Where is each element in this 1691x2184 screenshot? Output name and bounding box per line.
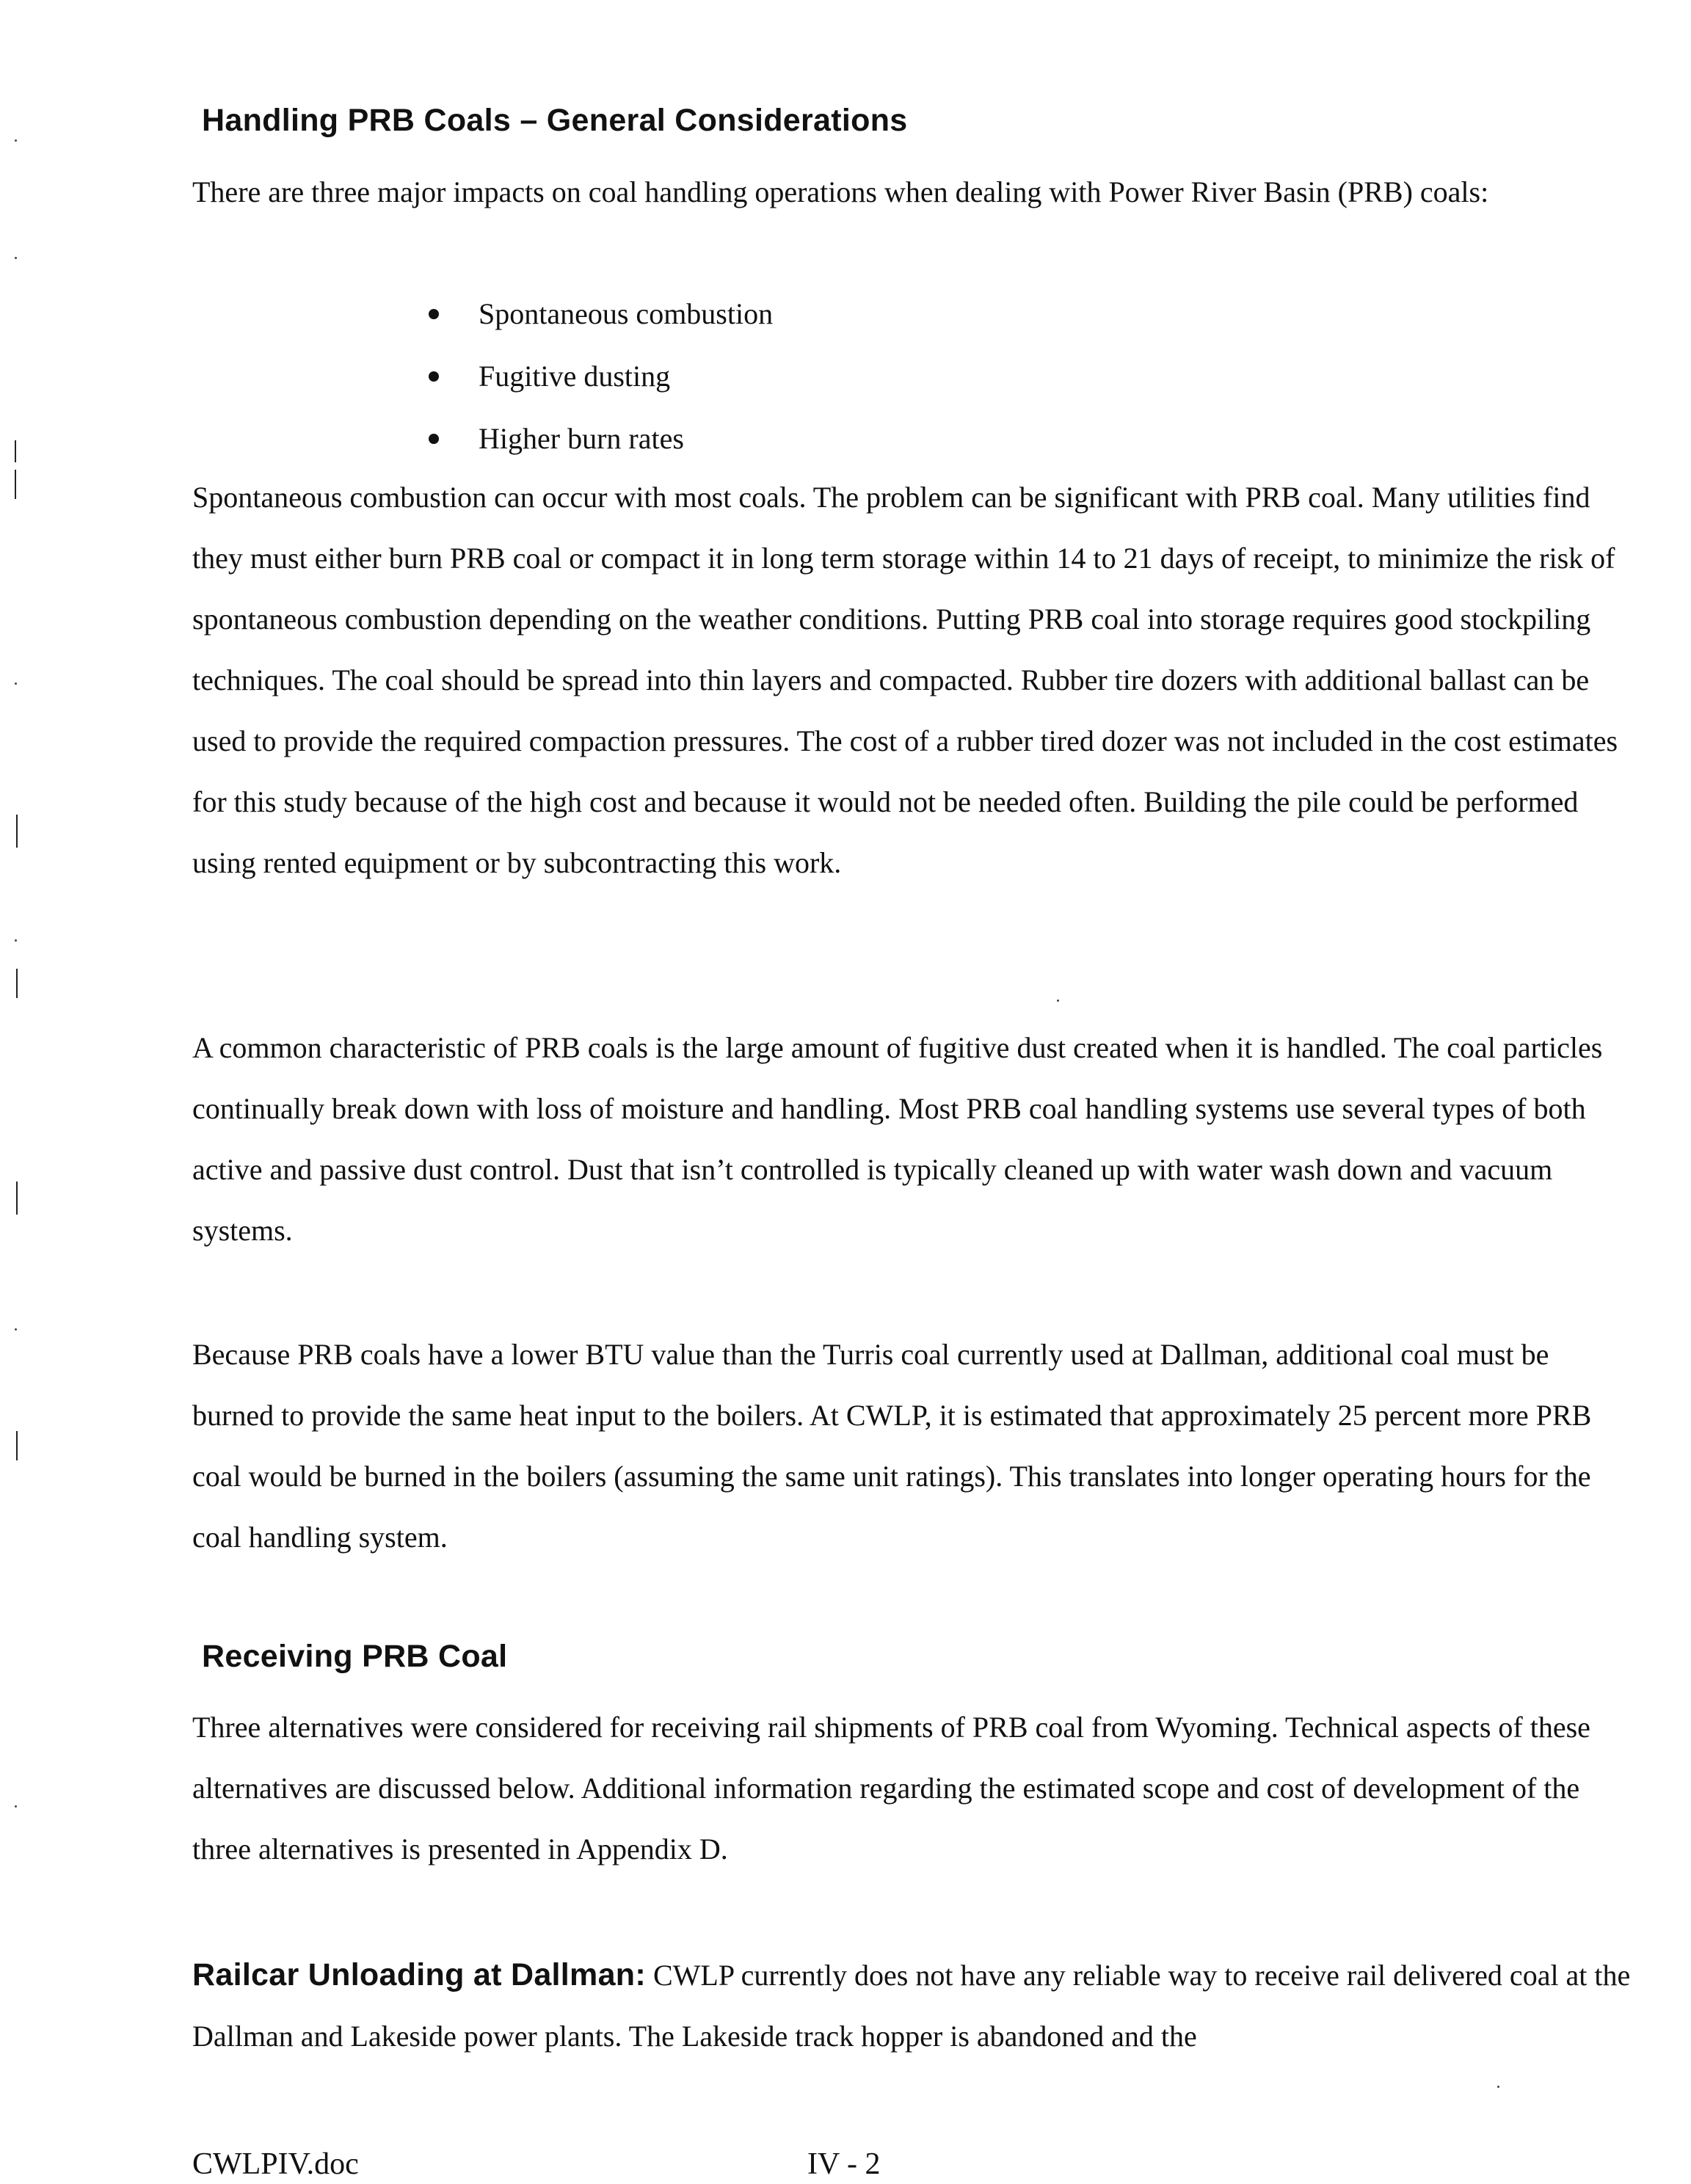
receiving-paragraph: Three alternatives were considered for receiving rail shipments of PRB coal from Wyoming. Technical aspects of these alternatives are discussed below. Additional information regarding the estimated scope and cost of development of the three alternatives is presented in Appendix D.: [192, 1711, 1590, 1866]
fugitive-dust-paragraph: A common characteristic of PRB coals is the large amount of fugitive dust created when it is handled. The coal particles continually break down with loss of moisture and handling. Most PRB coal handling systems use several types of both active and passive dust control. Dust that isn’t controlled is typically cleaned up with water wash down and vacuum systems.: [192, 1031, 1603, 1247]
footer-page-number: IV - 2: [807, 2147, 881, 2181]
scan-artifact: [15, 470, 16, 499]
scan-artifact: [15, 939, 17, 942]
bullet-item: Higher burn rates: [411, 407, 773, 470]
scan-artifact: [16, 1431, 18, 1460]
scan-artifact: [15, 1805, 17, 1808]
scan-artifact: [15, 139, 17, 142]
scan-artifact: [16, 815, 18, 848]
scan-artifact: [1057, 1000, 1059, 1002]
scan-artifact: [15, 682, 17, 685]
section-heading-handling-prb: Handling PRB Coals – General Considerations: [202, 103, 908, 138]
scan-artifact: [15, 1328, 17, 1331]
railcar-unloading-text: CWLP currently does not have any reliable way to receive rail delivered coal at the Dallman and Lakeside power plants. The Lakeside track hopper is abandoned and the: [192, 1959, 1631, 2053]
railcar-unloading-heading: Railcar Unloading at Dallman:: [192, 1957, 646, 1992]
impacts-bullet-list: [411, 283, 773, 470]
scan-artifact: [1497, 2086, 1499, 2088]
scan-artifact: [15, 257, 17, 259]
bullet-item: Spontaneous combustion: [411, 283, 773, 345]
scan-artifact: [16, 1182, 18, 1215]
scan-artifact: [15, 440, 16, 462]
intro-paragraph: There are three major impacts on coal handling operations when dealing with Power River Basin (PRB) coals:: [192, 175, 1489, 208]
spontaneous-combustion-paragraph: Spontaneous combustion can occur with most coals. The problem can be significant with PRB coal. Many utilities find they must either burn PRB coal or compact it in long term storage within 14 to 21 days of receipt, to minimize the risk of spontaneous combustion depending on the weather conditions. Putting PRB coal into storage requires good stockpiling techniques. The coal should be spread into thin layers and compacted. Rubber tire dozers with additional ballast can be used to provide the required compaction pressures. The cost of a rubber tired dozer was not included in the cost estimates for this study because of the high cost and because it would not be needed often. Building the pile could be performed using rented equipment or by subcontracting this work.: [192, 481, 1618, 879]
railcar-unloading-paragraph: [192, 1945, 1631, 2067]
footer-filename: CWLPIV.doc: [192, 2147, 359, 2181]
section-heading-receiving-prb: Receiving PRB Coal: [202, 1639, 508, 1674]
scan-artifact: [16, 969, 18, 998]
burn-rate-paragraph: Because PRB coals have a lower BTU value than the Turris coal currently used at Dallman, additional coal must be burned to provide the same heat input to the boilers. At CWLP, it is estimated that approximately 25 percent more PRB coal would be burned in the boilers (assuming the same unit ratings). This translates into longer operating hours for the coal handling system.: [192, 1338, 1592, 1554]
bullet-item: Fugitive dusting: [411, 345, 773, 407]
